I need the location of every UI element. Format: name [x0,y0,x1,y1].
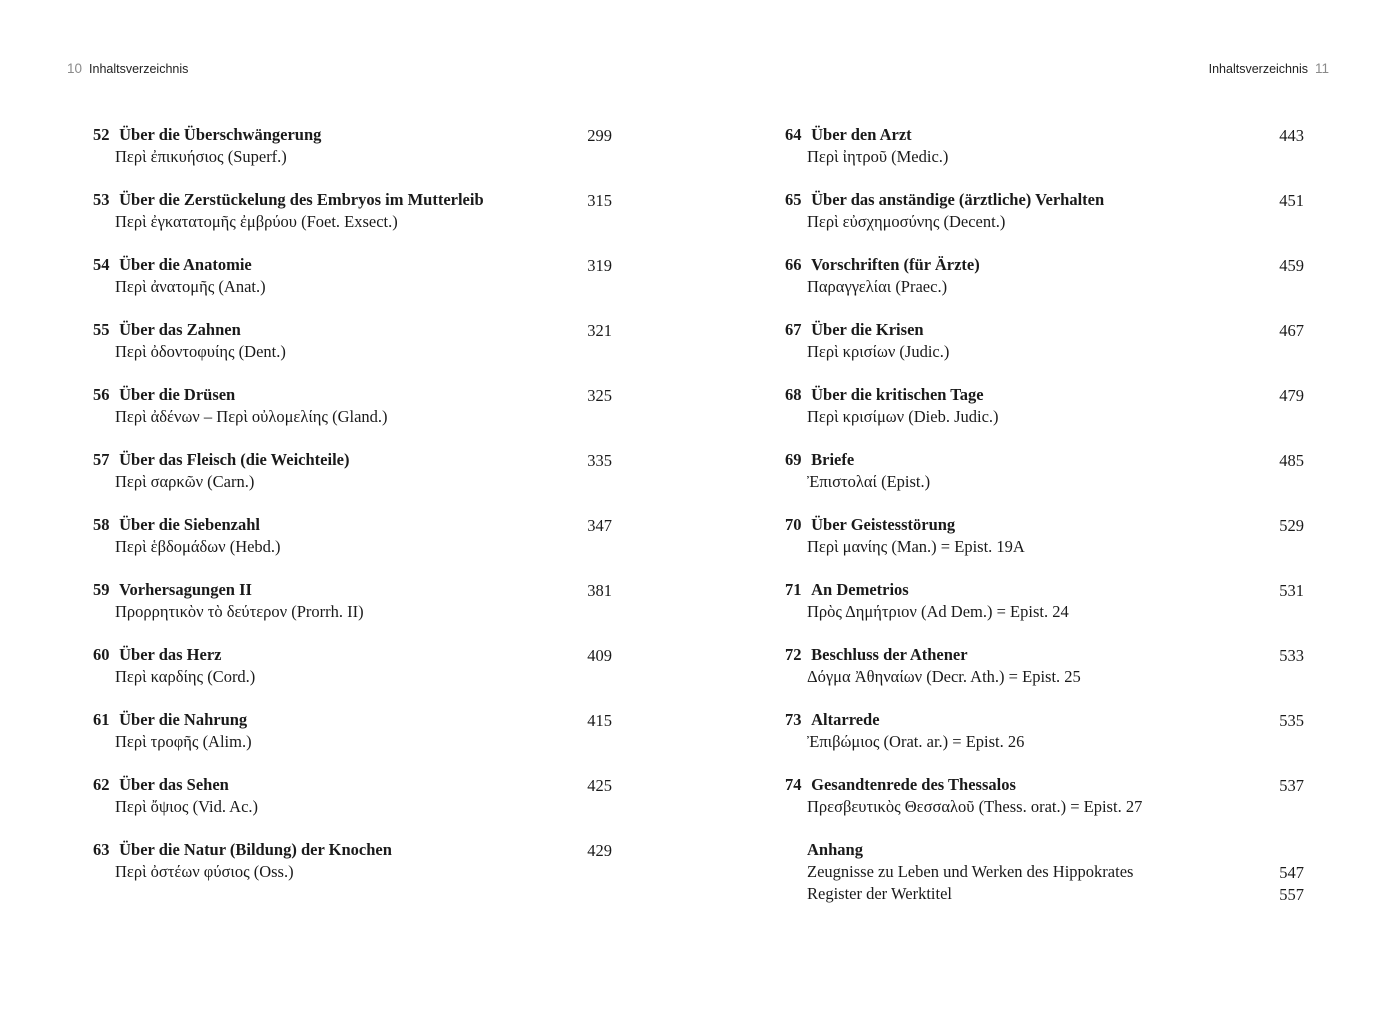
toc-entry [93,514,612,579]
entry-number: 66 [785,255,802,274]
entry-number: 69 [785,450,802,469]
entry-greek: Προρρητικὸν τὸ δεύτερον (Prorrh. II) [115,602,364,621]
entry-title: Über das Sehen [119,775,229,794]
toc-entry [93,449,612,514]
entry-page: 415 [587,711,612,730]
entry-page: 299 [587,126,612,145]
entry-title: Gesandtenrede des Thessalos [811,775,1016,794]
entry-number: 63 [93,840,110,859]
entry-page: 347 [587,516,612,535]
appendix-item-title: Register der Werktitel [807,884,952,903]
entry-page: 325 [587,386,612,405]
entry-greek: Περὶ κρισίμων (Dieb. Judic.) [807,407,999,426]
entry-number: 72 [785,645,802,664]
toc-entry [785,254,1304,319]
entry-greek: Περὶ ὄψιος (Vid. Ac.) [115,797,259,816]
toc-entry [93,839,612,904]
entry-page: 479 [1279,386,1304,405]
entry-title: Über den Arzt [811,125,912,144]
appendix-heading: Anhang [807,840,863,859]
toc-entry [785,709,1304,774]
toc-list [93,124,612,904]
entry-number: 53 [93,190,110,209]
entry-greek: Περὶ ἐγκατατομῆς ἐμβρύου (Foet. Exsect.) [115,212,398,231]
entry-title: Über das Herz [119,645,222,664]
toc-entry [785,124,1304,189]
entry-greek: Περὶ ὀδοντοφυίης (Dent.) [115,342,286,361]
entry-page: 319 [587,256,612,275]
entry-greek: Περὶ ἀνατομῆς (Anat.) [115,277,266,296]
entry-title: Vorschriften (für Ärzte) [811,255,980,274]
entry-title: Über Geistesstörung [811,515,956,534]
entry-page: 381 [587,581,612,600]
entry-greek: Περὶ εὐσχημοσύνης (Decent.) [807,212,1006,231]
toc-entry [93,189,612,254]
entry-number: 60 [93,645,110,664]
entry-page: 529 [1279,516,1304,535]
entry-greek: Περὶ τροφῆς (Alim.) [115,732,252,751]
entry-title: Über die Drüsen [119,385,236,404]
entry-title: Über die Natur (Bildung) der Knochen [119,840,392,859]
toc-entry [93,319,612,384]
entry-number: 62 [93,775,110,794]
toc-entry [93,384,612,449]
entry-number: 64 [785,125,802,144]
toc-entry [785,384,1304,449]
entry-number: 71 [785,580,802,599]
entry-number: 59 [93,580,110,599]
entry-greek: Περὶ σαρκῶν (Carn.) [115,472,255,491]
entry-title: Über das Zahnen [119,320,241,339]
entry-number: 67 [785,320,802,339]
toc-entry [785,774,1304,839]
entry-greek: Περὶ κρισίων (Judic.) [807,342,950,361]
entry-page: 459 [1279,256,1304,275]
entry-greek: Ἐπιστολαί (Epist.) [807,472,931,491]
entry-page: 321 [587,321,612,340]
entry-greek: Παραγγελίαι (Praec.) [807,277,948,296]
entry-title: Altarrede [811,710,880,729]
entry-number: 54 [93,255,110,274]
appendix-item [807,861,1304,883]
entry-page: 485 [1279,451,1304,470]
entry-title: Vorhersagungen II [119,580,252,599]
running-head-title: Inhaltsverzeichnis [89,62,189,76]
entry-title: Über die Nahrung [119,710,248,729]
entry-number: 52 [93,125,110,144]
entry-number: 73 [785,710,802,729]
entry-greek: Περὶ ὀστέων φύσιος (Oss.) [115,862,294,881]
toc-entry [785,319,1304,384]
entry-title: Über das anständige (ärztliche) Verhalten [811,190,1105,209]
entry-greek: Περὶ καρδίης (Cord.) [115,667,256,686]
entry-greek: Πρεσβευτικὸς Θεσσαλοῦ (Thess. orat.) = Epist. 27 [807,797,1143,816]
toc-entry [785,449,1304,514]
toc-entry [785,514,1304,579]
entry-number: 65 [785,190,802,209]
entry-page: 443 [1279,126,1304,145]
entry-title: Über die Überschwängerung [119,125,322,144]
toc-entry [93,124,612,189]
entry-title: Über die Siebenzahl [119,515,260,534]
entry-number: 70 [785,515,802,534]
entry-number: 56 [93,385,110,404]
entry-number: 55 [93,320,110,339]
toc-entry [93,254,612,319]
entry-page: 409 [587,646,612,665]
appendix-item-page: 557 [1279,885,1304,904]
entry-greek: Περὶ ἑβδομάδων (Hebd.) [115,537,281,556]
entry-page: 429 [587,841,612,860]
entry-greek: Πρὸς Δημήτριον (Ad Dem.) = Epist. 24 [807,602,1069,621]
toc-entry [93,709,612,774]
appendix-section [785,839,1304,905]
toc-entry [785,189,1304,254]
toc-entry [93,774,612,839]
entry-page: 535 [1279,711,1304,730]
entry-number: 74 [785,775,802,794]
toc-list [785,124,1304,905]
appendix-item-page: 547 [1279,863,1304,882]
page-number: 11 [1314,61,1329,76]
running-head [67,61,188,76]
entry-title: Über die Zerstückelung des Embryos im Mutterleib [119,190,484,209]
entry-title: Über die Anatomie [119,255,252,274]
entry-title: Briefe [811,450,855,469]
entry-title: Beschluss der Athener [811,645,968,664]
entry-greek: Ἐπιβώμιος (Orat. ar.) = Epist. 26 [807,732,1025,751]
entry-number: 61 [93,710,110,729]
entry-page: 533 [1279,646,1304,665]
entry-title: An Demetrios [811,580,909,599]
entry-title: Über die Krisen [811,320,924,339]
entry-greek: Περὶ ἐπικυήσιος (Superf.) [115,147,287,166]
toc-entry [93,644,612,709]
running-head-title: Inhaltsverzeichnis [1208,62,1308,76]
entry-page: 425 [587,776,612,795]
entry-number: 57 [93,450,110,469]
entry-title: Über die kritischen Tage [811,385,984,404]
entry-greek: Περὶ ἀδένων – Περὶ οὐλομελίης (Gland.) [115,407,388,426]
appendix-item-title: Zeugnisse zu Leben und Werken des Hippokrates [807,862,1134,881]
entry-page: 451 [1279,191,1304,210]
entry-number: 58 [93,515,110,534]
entry-page: 335 [587,451,612,470]
right-page [700,0,1400,1018]
toc-entry [785,579,1304,644]
entry-page: 537 [1279,776,1304,795]
toc-entry [785,644,1304,709]
entry-greek: Δόγμα Ἀθηναίων (Decr. Ath.) = Epist. 25 [807,667,1081,686]
entry-title: Über das Fleisch (die Weichteile) [119,450,350,469]
entry-page: 531 [1279,581,1304,600]
entry-page: 315 [587,191,612,210]
entry-greek: Περὶ ἰητροῦ (Medic.) [807,147,949,166]
entry-page: 467 [1279,321,1304,340]
entry-greek: Περὶ μανίης (Man.) = Epist. 19A [807,537,1025,556]
appendix-item [807,883,1304,905]
entry-number: 68 [785,385,802,404]
page-number: 10 [67,61,83,76]
running-head [1209,61,1329,76]
toc-entry [93,579,612,644]
